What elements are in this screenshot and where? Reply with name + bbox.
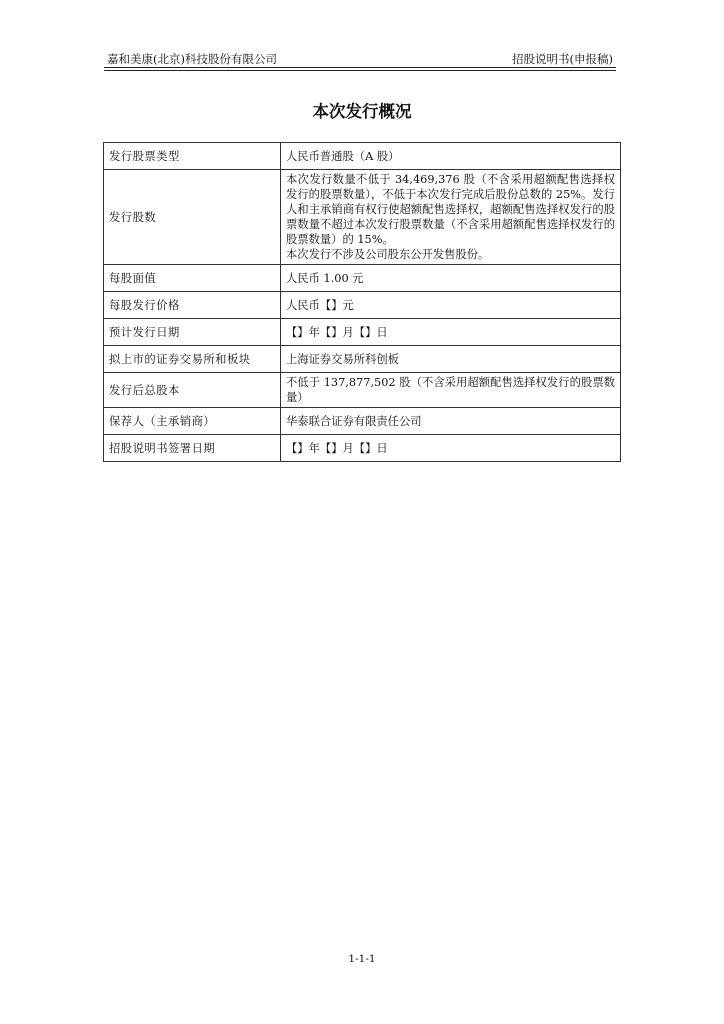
row-value: 【】年【】月【】日 bbox=[281, 435, 621, 462]
row-value: 人民币 1.00 元 bbox=[281, 265, 621, 292]
header-rule-thin bbox=[104, 70, 616, 71]
row-value: 【】年【】月【】日 bbox=[281, 319, 621, 346]
row-label: 拟上市的证券交易所和板块 bbox=[104, 346, 281, 373]
row-label: 每股发行价格 bbox=[104, 292, 281, 319]
row-value-extra: 本次发行不涉及公司股东公开发售股份。 bbox=[286, 248, 490, 261]
row-value bbox=[281, 170, 621, 265]
header-rule bbox=[104, 67, 616, 68]
row-label: 招股说明书签署日期 bbox=[104, 435, 281, 462]
page-header bbox=[104, 52, 616, 70]
row-label: 发行股票类型 bbox=[104, 143, 281, 170]
table-row bbox=[104, 346, 621, 373]
row-label: 发行后总股本 bbox=[104, 373, 281, 408]
row-value: 人民币【】元 bbox=[281, 292, 621, 319]
table-row bbox=[104, 408, 621, 435]
header-company-name: 嘉和美康(北京)科技股份有限公司 bbox=[107, 52, 277, 66]
page-number: 1-1-1 bbox=[348, 953, 376, 965]
row-value: 上海证券交易所科创板 bbox=[281, 346, 621, 373]
table-row bbox=[104, 373, 621, 408]
offering-summary-table bbox=[103, 142, 621, 462]
table-row bbox=[104, 265, 621, 292]
row-value: 不低于 137,877,502 股（不含采用超额配售选择权发行的股票数量） bbox=[281, 373, 621, 408]
row-label: 发行股数 bbox=[104, 170, 281, 265]
table-row bbox=[104, 143, 621, 170]
table-row bbox=[104, 170, 621, 265]
row-label: 每股面值 bbox=[104, 265, 281, 292]
page-title: 本次发行概况 bbox=[312, 102, 412, 121]
row-value: 华泰联合证券有限责任公司 bbox=[281, 408, 621, 435]
header-document-type: 招股说明书(申报稿) bbox=[512, 52, 613, 66]
row-value-main: 本次发行数量不低于 34,469,376 股（不含采用超额配售选择权发行的股票数量），不低于本次发行完成后股份总数的 25%。发行人和主承销商有权行使超额配售选择权，超额配售选择权发行的股票数量不超过本次发行股票数量（不含采用超额配售选择权发行的股票数量）的 15%。 bbox=[286, 173, 615, 246]
table-row bbox=[104, 292, 621, 319]
row-value: 人民币普通股（A 股） bbox=[281, 143, 621, 170]
table-row bbox=[104, 319, 621, 346]
table-row bbox=[104, 435, 621, 462]
row-label: 保荐人（主承销商） bbox=[104, 408, 281, 435]
row-label: 预计发行日期 bbox=[104, 319, 281, 346]
